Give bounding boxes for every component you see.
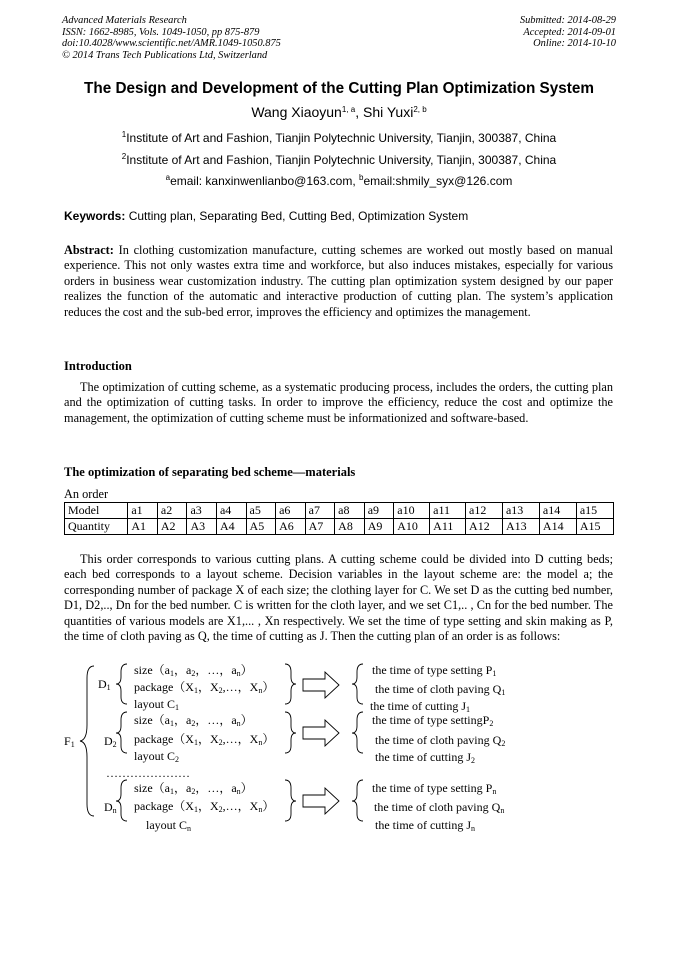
g1-layout: layout $C_1$ bbox=[134, 697, 179, 712]
d1-letter: D bbox=[98, 677, 107, 691]
d2-left-brace bbox=[116, 712, 127, 753]
g2-package: $package(X_1$，$X_2,\dots$，$X_n$） bbox=[134, 732, 275, 747]
journal-doi: doi:10.4028/www.scientific.net/AMR.1049-1050.875 bbox=[62, 38, 281, 50]
g2-layout: layout $C_2$ bbox=[134, 749, 179, 764]
f-letter: F bbox=[64, 734, 71, 748]
f-sub: 1 bbox=[70, 740, 75, 749]
section2-paragraph: This order corresponds to various cutting plans. A cutting scheme could be divided into D cutting beds; each bed corresponds to a layout scheme. Decision variables in the layout scheme are: the model a; the corresponding number of package X of each size; the clothing layer for C. We set D as the cutting bed number, D1, D2,.., Dn for the bed number. C is written for the cloth layer, and we set C1,.. , Cn for the bed number. The quantities of various models are X1,... , Xn respectively. We set the time of type setting and skin making as P, the time of cloth paving as Q, the time of cutting as J. Then the cutting plan of an order is as follows: bbox=[64, 552, 613, 644]
diagram-ellipsis: ………………… bbox=[106, 766, 190, 780]
d1-sub: 1 bbox=[106, 683, 111, 692]
rn-brace bbox=[352, 780, 363, 821]
table-cell: A7 bbox=[305, 519, 335, 535]
table-cell: A11 bbox=[430, 519, 466, 535]
r2-cut: the time of cutting $J_2$ bbox=[375, 750, 475, 765]
d2-letter: D bbox=[104, 734, 113, 748]
arrow-2-icon bbox=[303, 720, 339, 746]
section2-heading: The optimization of separating bed scheme—materials bbox=[64, 465, 356, 479]
submitted-date: Submitted: 2014-08-29 bbox=[519, 15, 616, 26]
arrow-n-icon bbox=[303, 788, 339, 814]
dn-sub: n bbox=[112, 806, 117, 815]
table-cell: a14 bbox=[539, 503, 576, 519]
gn-size: $size(a_1$，$a_2$，…，$a_n$） bbox=[134, 781, 253, 796]
table-cell: a4 bbox=[216, 503, 246, 519]
paper-title: The Design and Development of the Cutting Plan Optimization System bbox=[84, 80, 594, 97]
dn-left-brace bbox=[116, 780, 127, 821]
d2-label bbox=[104, 734, 117, 748]
email-a: email: kanxinwenlianbo@163.com, bbox=[170, 174, 360, 188]
journal-copyright: © 2014 Trans Tech Publications Ltd, Switzerland bbox=[62, 49, 268, 61]
table-cell: A3 bbox=[187, 519, 217, 535]
keywords-label: Keywords: bbox=[64, 209, 126, 223]
email-b: email:shmily_syx@126.com bbox=[363, 174, 513, 188]
abstract-label: Abstract: bbox=[64, 243, 114, 257]
gn-package: $package(X_1$，$X_2,\dots$，$X_n$） bbox=[134, 799, 275, 814]
online-date: Online: 2014-10-10 bbox=[533, 38, 616, 50]
r2-cloth: the time of cloth paving $Q_2$ bbox=[375, 733, 506, 748]
rn-cut: the time of cutting $J_n$ bbox=[375, 818, 475, 833]
r2-brace bbox=[352, 712, 363, 753]
f1-label bbox=[64, 734, 75, 748]
table-cell: A15 bbox=[576, 519, 613, 535]
journal-name: Advanced Materials Research bbox=[62, 15, 187, 26]
affiliation-2-text: Institute of Art and Fashion, Tianjin Polytechnic University, Tianjin, 300387, China bbox=[126, 153, 557, 167]
author-2: Shi Yuxi bbox=[362, 104, 414, 120]
dn-letter: D bbox=[104, 800, 113, 814]
table-cell: A8 bbox=[335, 519, 365, 535]
table-cell: A10 bbox=[394, 519, 430, 535]
arrow-1-icon bbox=[303, 672, 339, 698]
table-caption: An order bbox=[64, 487, 109, 501]
table-cell: a1 bbox=[128, 503, 158, 519]
table-cell: a2 bbox=[157, 503, 187, 519]
r1-cloth: the time of cloth paving $Q_1$ bbox=[375, 682, 506, 697]
intro-paragraph: The optimization of cutting scheme, as a systematic producing process, includes the orders, the cutting plan and the optimization of cutting tasks. In order to improve the efficiency, reduce the cost and optimize the management, the optimization of cutting scheme must be informationized and software-based. bbox=[64, 380, 613, 425]
g1-size: $size(a_1$，$a_2$，…，$a_n$） bbox=[134, 663, 253, 678]
affiliation-1-sup: 1 bbox=[121, 130, 127, 139]
table-cell: Model bbox=[65, 503, 128, 519]
dn-right-brace bbox=[285, 780, 296, 821]
table-cell: a12 bbox=[466, 503, 503, 519]
author-1-sup: 1, a bbox=[341, 105, 356, 114]
table-cell: a8 bbox=[335, 503, 365, 519]
table-cell: A1 bbox=[128, 519, 158, 535]
table-cell: A4 bbox=[216, 519, 246, 535]
table-cell: a7 bbox=[305, 503, 335, 519]
journal-issn: ISSN: 1662-8985, Vols. 1049-1050, pp 875-879 bbox=[62, 26, 260, 38]
table-cell: a13 bbox=[502, 503, 539, 519]
table-cell: a5 bbox=[246, 503, 276, 519]
table-cell: A13 bbox=[502, 519, 539, 535]
affiliation-2-sup: 2 bbox=[121, 152, 127, 161]
email-b-sup: b bbox=[359, 173, 364, 182]
r2-type: the time of type settingP$_2$ bbox=[372, 713, 494, 728]
abstract-text: In clothing customization manufacture, cutting schemes are worked out mostly based on manual experience. This not only wastes extra time and workforce, but also induces mistakes, especially for various orders in business wear customization industry. The cutting plan optimization system designed by our paper realizes the function of the automatic and interactive production of cutting plan. The system’s application reduces the cost and the sub-bed error, improves the efficiency and optimizes the management. bbox=[64, 243, 613, 319]
table-cell: Quantity bbox=[65, 519, 128, 535]
author-separator: , bbox=[355, 104, 363, 120]
table-cell: a6 bbox=[276, 503, 306, 519]
d2-sub: 2 bbox=[112, 740, 117, 749]
table-cell: a9 bbox=[364, 503, 394, 519]
f1-brace bbox=[80, 666, 94, 816]
r1-cut: the time of cutting $J_1$ bbox=[370, 699, 470, 714]
rn-cloth: the time of cloth paving $Q_n$ bbox=[374, 800, 505, 815]
table-cell: a3 bbox=[187, 503, 217, 519]
g2-size: $size(a_1$，$a_2$，…，$a_n$） bbox=[134, 713, 253, 728]
dn-label bbox=[104, 800, 117, 814]
table-cell: a11 bbox=[430, 503, 466, 519]
keywords-text: Cutting plan, Separating Bed, Cutting Bed, Optimization System bbox=[125, 209, 469, 223]
author-1: Wang Xiaoyun bbox=[251, 104, 342, 120]
table-cell: A6 bbox=[276, 519, 306, 535]
r1-brace bbox=[352, 664, 363, 704]
accepted-date: Accepted: 2014-09-01 bbox=[523, 26, 616, 38]
table-cell: A2 bbox=[157, 519, 187, 535]
d1-left-brace bbox=[116, 664, 127, 704]
table-cell: A9 bbox=[364, 519, 394, 535]
g1-package: $package(X_1$，$X_2,\dots$，$X_n$） bbox=[134, 680, 275, 695]
d2-right-brace bbox=[285, 712, 296, 753]
d1-right-brace bbox=[285, 664, 296, 704]
r1-type: the time of type setting $P_1$ bbox=[372, 663, 497, 678]
table-cell: a10 bbox=[394, 503, 430, 519]
intro-heading: Introduction bbox=[64, 359, 132, 373]
gn-layout: layout $C_n$ bbox=[146, 818, 191, 833]
table-cell: a15 bbox=[576, 503, 613, 519]
d1-label bbox=[98, 677, 111, 691]
affiliation-1-text: Institute of Art and Fashion, Tianjin Polytechnic University, Tianjin, 300387, China bbox=[126, 131, 557, 145]
table-cell: A12 bbox=[466, 519, 503, 535]
table-cell: A14 bbox=[539, 519, 576, 535]
table-cell: A5 bbox=[246, 519, 276, 535]
author-2-sup: 2, b bbox=[413, 105, 427, 114]
rn-type: the time of type setting $P_n$ bbox=[372, 781, 497, 796]
email-a-sup: a bbox=[165, 173, 171, 182]
